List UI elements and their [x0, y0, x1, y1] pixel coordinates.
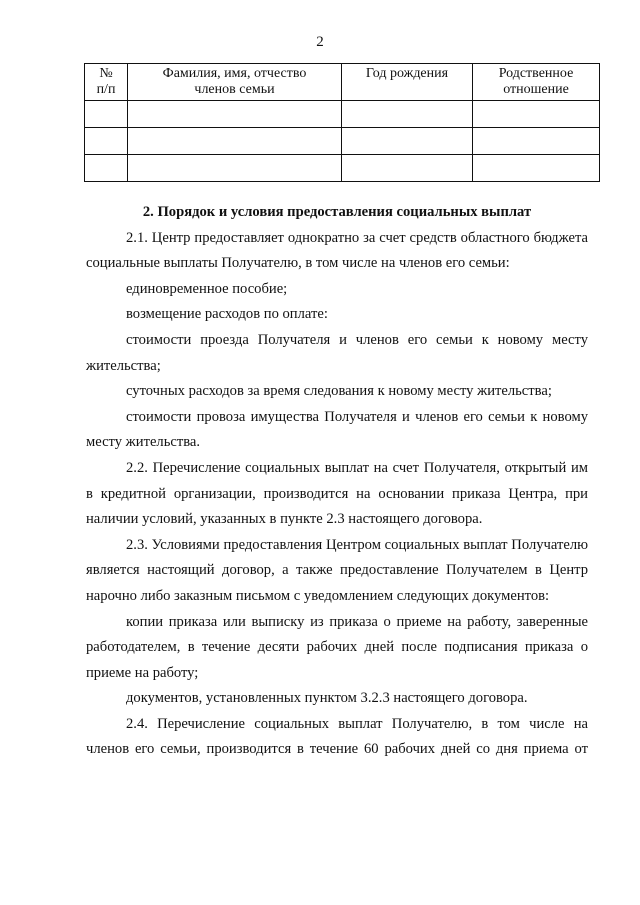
table-row	[85, 155, 600, 182]
header-cell-number	[85, 64, 128, 101]
header-line: Родственное	[498, 66, 574, 81]
table-cell	[128, 155, 342, 182]
table-cell	[342, 128, 473, 155]
section-heading: 2. Порядок и условия предоставления социальных выплат	[142, 204, 532, 220]
document-body	[86, 200, 588, 763]
header-cell-name	[128, 64, 342, 101]
table-row	[85, 128, 600, 155]
header-line: п/п	[96, 82, 116, 97]
paragraph: 2.3. Условиями предоставления Центром социальных выплат Получателю является настоящий договор, а также предоставление Получателем в Центр нарочно либо заказным письмом с уведомлением следующих документов:	[86, 536, 588, 604]
paragraph: 2.1. Центр предоставляет однократно за счет средств областного бюджета социальные выплаты Получателю, в том числе на членов его семьи:	[86, 229, 588, 272]
table-cell	[128, 128, 342, 155]
header-cell-relation	[473, 64, 600, 101]
paragraph: 2.2. Перечисление социальных выплат на счет Получателя, открытый им в кредитной организации, производится на основании приказа Центра, при наличии условий, указанных в пункте 2.3 настоящего договора.	[86, 459, 588, 528]
table-cell	[473, 155, 600, 182]
header-line: Год рождения	[365, 66, 449, 81]
header-line: Фамилия, имя, отчество	[162, 66, 307, 81]
header-line: №	[99, 66, 113, 81]
table-header-row	[85, 64, 600, 101]
family-members-table	[84, 63, 600, 182]
paragraph: копии приказа или выписку из приказа о приеме на работу, заверенные работодателем, в течение десяти рабочих дней после подписания приказа о приеме на работу;	[86, 613, 588, 681]
page-number: 2	[316, 34, 324, 50]
table-cell	[342, 155, 473, 182]
paragraph: единовременное пособие;	[126, 280, 288, 297]
header-line: членов семьи	[194, 82, 275, 97]
header-cell-birth-year	[342, 64, 473, 101]
table-row	[85, 101, 600, 128]
table-cell	[85, 128, 128, 155]
header-line: отношение	[503, 82, 569, 97]
table-cell	[85, 155, 128, 182]
paragraph: суточных расходов за время следования к новому месту жительства;	[126, 383, 552, 400]
table-cell	[342, 101, 473, 128]
paragraph: стоимости проезда Получателя и членов его семьи к новому месту жительства;	[86, 331, 588, 374]
paragraph: документов, установленных пунктом 3.2.3 настоящего договора.	[126, 690, 528, 707]
paragraph: 2.4. Перечисление социальных выплат Получателю, в том числе на членов его семьи, производится в течение 60 рабочих дней со дня приема от	[86, 715, 588, 758]
table-cell	[473, 101, 600, 128]
table-cell	[128, 101, 342, 128]
paragraph: стоимости провоза имущества Получателя и членов его семьи к новому месту жительства.	[86, 408, 588, 451]
table-cell	[473, 128, 600, 155]
paragraph: возмещение расходов по оплате:	[126, 306, 328, 323]
table-cell	[85, 101, 128, 128]
